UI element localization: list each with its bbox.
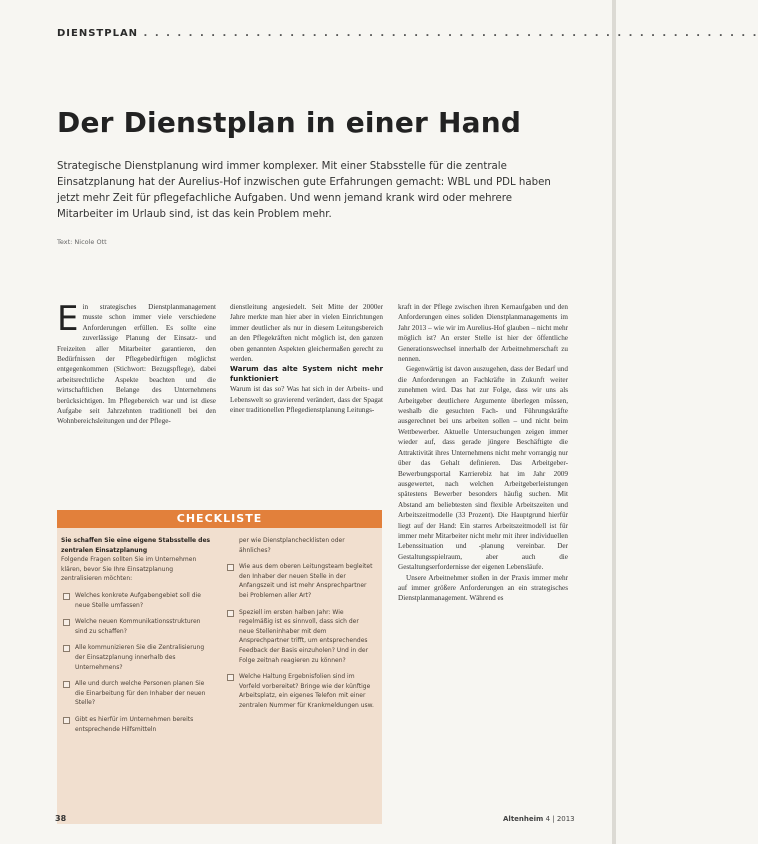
- magazine-name: Altenheim: [503, 815, 544, 823]
- body-paragraph: Gegenwärtig ist davon auszugehen, dass der Bedarf und die Anforderungen an Fachkräfte in Zukunft weiter zunehmen wird. Das hat zur Folge, dass wir uns als Arbeitgeber deutlichere Argumente überlegen müssen, weshalb die gesuchten Fach- und Führungskräfte ausgerechnet bei uns arbeiten sollen – und nicht beim Wettbewerber. Aktuelle Untersuchungen zeigen immer wieder auf, dass gerade jüngere Beschäftigte die Attraktivität ihres Unternehmens nicht mehr vorrangig nur über das Gehalt definieren. Das Arbeitgeber-Bewerbungsportal Karrierebiz hat im Jahr 2009 ausgewertet, nach welchen Arbeitgeberleistungen spätestens Bewerber besonders häufig suchen. Mit Abstand am beliebtesten sind flexible Arbeitszeiten und Arbeitszeitmodelle (33 Prozent). Die Hauptgrund hierfür liegt auf der Hand: Ein starres Arbeitszeitmodell ist für immer mehr Mitarbeiter nicht mehr mit ihrer individuellen Lebenssituation und -planung vereinbar. Der Gestaltungsspielraum, aber auch die Gestaltungserfordernisse der eigenen Lebensläufe.: [398, 365, 568, 572]
- body-paragraph: [57, 299, 216, 427]
- checklist-item: Welche neuen Kommunikationsstrukturen sind zu schaffen?: [61, 617, 211, 636]
- body-paragraph: kraft in der Pflege zwischen ihren Kernaufgaben und den Anforderungen eines soliden Dienstplanmanagements im Jahr 2013 – wie wir im Aurelius-Hof glauben – nicht mehr möglich ist? An erster Stelle ist hier der öffentliche Generationswechsel innerhalb der Arbeitnehmerschaft zu nennen.: [398, 303, 568, 364]
- checklist-item: Welches konkrete Aufgabengebiet soll die neue Stelle umfassen?: [61, 591, 211, 610]
- checklist-item: Speziell im ersten halben Jahr: Wie regelmäßig ist es sinnvoll, dass sich der neue Stelleninhaber mit dem Ansprechpartner trifft, um entsprechendes Feedback der Basis einzuholen? Und in der Folge zeitnah reagieren zu können?: [225, 608, 375, 666]
- checklist-item: Alle kommunizieren Sie die Zentralisierung der Einsatzplanung innerhalb des Unternehmens?: [61, 643, 211, 672]
- section-label-text: DIENSTPLAN: [57, 28, 139, 39]
- body-paragraph: Warum ist das so? Was hat sich in der Arbeits- und Lebenswelt so gravierend verändert, dass der Spagat einer traditionellen Pflegedienstplanung Leitungs-: [230, 385, 383, 415]
- page-number: 38: [55, 814, 67, 823]
- body-column-1: [57, 299, 216, 427]
- section-label: [57, 28, 758, 39]
- checklist-intro-title: Sie schaffen Sie eine eigene Stabsstelle des zentralen Einsatzplanung: [61, 537, 211, 554]
- magazine-footer: [503, 815, 575, 823]
- checklist-column-right: [225, 536, 375, 711]
- checklist-box: [57, 512, 382, 824]
- checklist-item: Gibt es hierfür im Unternehmen bereits entsprechende Hilfsmitteln: [61, 715, 211, 734]
- checklist-title: CHECKLISTE: [57, 510, 382, 528]
- body-column-2: [230, 302, 383, 416]
- byline: Text: Nicole Ott: [57, 238, 107, 246]
- magazine-issue: 4 | 2013: [545, 815, 575, 823]
- checklist-column-left: [61, 536, 211, 734]
- body-text: in strategisches Dienstplanmanagement musste schon immer viele verschiedene Anforderungen erfüllen. Es sollte eine zuverlässige Planung der Einsatz- und Freizeiten aller Mitarbeiter garantieren, den Bedürfnissen der Pflegebedürftigen möglichst entgegenkommen (Stichwort: Bezugspflege), dabei arbeitsrechtliche Aspekte beachten und die wirtschaftlichen Belange des Unternehmens berücksichtigen. Im Pflegebereich war und ist diese Aufgabe seit Jahrzehnten traditionell bei den Wohnbereichsleitungen und der Pflege-: [57, 303, 216, 426]
- checklist-item-continued: per wie Dienstplanchecklisten oder ähnliches?: [239, 537, 345, 554]
- page-edge: [612, 0, 616, 844]
- body-column-3: [398, 302, 568, 604]
- checklist-intro-text: Folgende Fragen sollten Sie im Unternehmen klären, bevor Sie Ihre Einsatzplanung zentralisieren möchten:: [61, 556, 197, 583]
- headline: Der Dienstplan in einer Hand: [57, 106, 522, 139]
- lead-paragraph: Strategische Dienstplanung wird immer komplexer. Mit einer Stabsstelle für die zentrale Einsatzplanung hat der Aurelius-Hof inzwischen gute Erfahrungen gemacht: WBL und PDL haben jetzt mehr Zeit für pflegefachliche Aufgaben. Und wenn jemand krank wird oder mehrere Mitarbeiter im Urlaub sind, ist das kein Problem mehr.: [57, 161, 551, 220]
- checklist-item: Wie aus dem oberen Leitungsteam begleitet den Inhaber der neuen Stelle in der Anfangszeit und ist mehr Ansprechpartner bei Problemen aller Art?: [225, 562, 375, 600]
- drop-cap: E: [57, 299, 79, 339]
- body-paragraph: Unsere Arbeitnehmer stoßen in der Praxis immer mehr auf immer größere Anforderungen an ein strategisches Dienstplanmanagement. Während es: [398, 573, 568, 603]
- checklist-item: Alle und durch welche Personen planen Sie die Einarbeitung für den Inhaber der neuen Stelle?: [61, 679, 211, 708]
- checklist-item: Welche Haltung Ergebnisfolien sind im Vorfeld vorbereitet? Bringe wie der künftige Arbeitsplatz, ein eigenes Telefon mit einer zentralen Nummer für Krankmeldungen usw.: [225, 672, 375, 710]
- body-subhead: Warum das alte System nicht mehr funktioniert: [230, 364, 383, 384]
- body-paragraph: dienstleitung angesiedelt. Seit Mitte der 2000er Jahre merkte man hier aber in vielen Einrichtungen immer deutlicher als nur in diesem Leitungsbereich an den Pflegekräften nicht möglich ist, den ganzen oben genannten Aspekten gleichermaßen gerecht zu werden.: [230, 303, 383, 364]
- section-label-dots: . . . . . . . . . . . . . . . . . . . . . . . . . . . . . . . . . . . . . . . . . . . . . . . . . . . . . . .: [138, 28, 758, 39]
